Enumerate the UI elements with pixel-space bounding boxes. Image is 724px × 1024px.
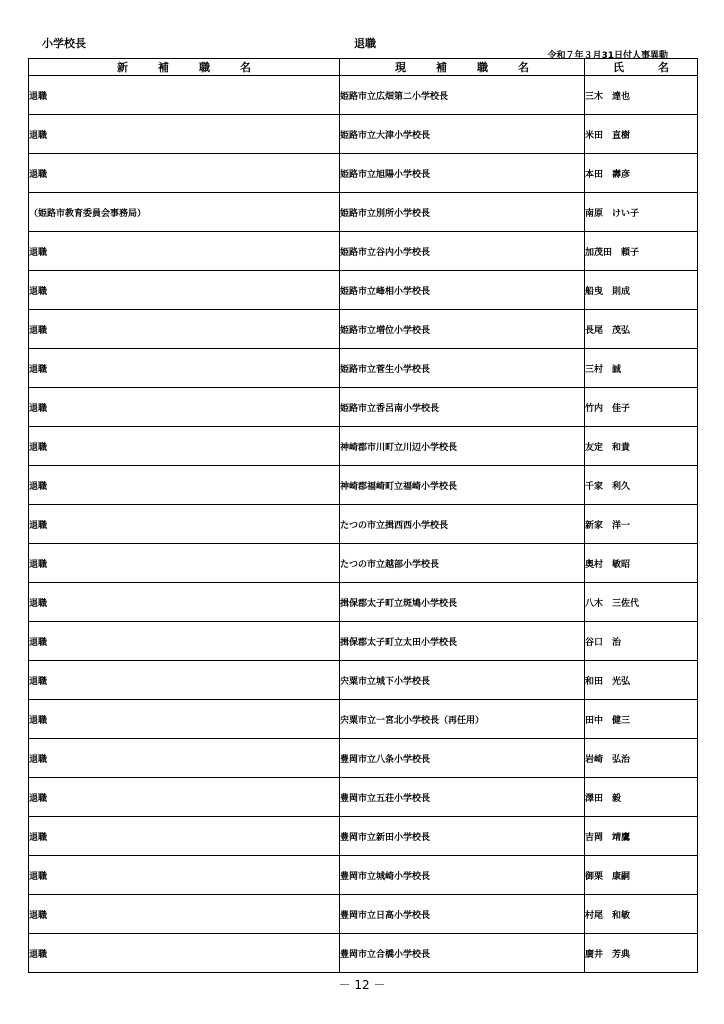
new-post-cell: 退職 (29, 466, 340, 505)
action-label: 退職 (354, 37, 376, 50)
new-post-cell: 退職 (29, 505, 340, 544)
person-name-cell: 谷口 治 (585, 622, 698, 661)
new-post-cell: 退職 (29, 700, 340, 739)
person-name-cell: 和田 光弘 (585, 661, 698, 700)
table-row (29, 271, 698, 310)
new-post-cell: 退職 (29, 427, 340, 466)
table-row (29, 700, 698, 739)
new-post-cell: 退職 (29, 778, 340, 817)
person-name-cell: 田中 健三 (585, 700, 698, 739)
new-post-cell: 退職 (29, 544, 340, 583)
new-post-cell: 退職 (29, 310, 340, 349)
column-header-new-post: 新補職名 (29, 59, 340, 76)
person-name-cell: 長尾 茂弘 (585, 310, 698, 349)
person-name-cell: 新家 洋一 (585, 505, 698, 544)
column-header-name: 氏名 (585, 59, 698, 76)
person-name-cell: 澤田 毅 (585, 778, 698, 817)
current-post-cell: 豊岡市立城崎小学校長 (340, 856, 585, 895)
current-post-cell: 姫路市立別所小学校長 (340, 193, 585, 232)
current-post-cell: 姫路市立広畑第二小学校長 (340, 76, 585, 115)
person-name-cell: 米田 直樹 (585, 115, 698, 154)
new-post-cell: 退職 (29, 856, 340, 895)
new-post-cell: 退職 (29, 232, 340, 271)
table-row (29, 739, 698, 778)
new-post-cell: 退職 (29, 661, 340, 700)
new-post-cell: 退職 (29, 76, 340, 115)
person-name-cell: 竹内 佳子 (585, 388, 698, 427)
table-row (29, 427, 698, 466)
current-post-cell: 豊岡市立八条小学校長 (340, 739, 585, 778)
new-post-cell: 退職 (29, 388, 340, 427)
table-row (29, 505, 698, 544)
table-row (29, 466, 698, 505)
new-post-cell: 退職 (29, 817, 340, 856)
person-name-cell: 村尾 和敏 (585, 895, 698, 934)
person-name-cell: 御栗 康嗣 (585, 856, 698, 895)
person-name-cell: 吉岡 靖鷹 (585, 817, 698, 856)
current-post-cell: 宍粟市立城下小学校長 (340, 661, 585, 700)
table-row (29, 232, 698, 271)
table-row (29, 622, 698, 661)
table-row (29, 778, 698, 817)
current-post-cell: 揖保郡太子町立太田小学校長 (340, 622, 585, 661)
new-post-cell: 退職 (29, 583, 340, 622)
new-post-cell: 退職 (29, 895, 340, 934)
column-header-current-post: 現補職名 (340, 59, 585, 76)
table-row (29, 817, 698, 856)
table-row (29, 115, 698, 154)
current-post-cell: 姫路市立峰相小学校長 (340, 271, 585, 310)
table-row (29, 388, 698, 427)
current-post-cell: 揖保郡太子町立斑鳩小学校長 (340, 583, 585, 622)
current-post-cell: 姫路市立香呂南小学校長 (340, 388, 585, 427)
table-row (29, 583, 698, 622)
person-name-cell: 船曳 則成 (585, 271, 698, 310)
table-row (29, 193, 698, 232)
current-post-cell: 神崎郡福崎町立福崎小学校長 (340, 466, 585, 505)
current-post-cell: 姫路市立谷内小学校長 (340, 232, 585, 271)
person-name-cell: 友定 和貴 (585, 427, 698, 466)
current-post-cell: 姫路市立大津小学校長 (340, 115, 585, 154)
current-post-cell: 姫路市立旭陽小学校長 (340, 154, 585, 193)
category-label: 小学校長 (42, 37, 86, 50)
current-post-cell: 豊岡市立日高小学校長 (340, 895, 585, 934)
person-name-cell: 千家 利久 (585, 466, 698, 505)
person-name-cell: 岩崎 弘治 (585, 739, 698, 778)
person-name-cell: 南原 けい子 (585, 193, 698, 232)
personnel-table (28, 58, 703, 973)
new-post-cell: 退職 (29, 349, 340, 388)
person-name-cell: 本田 壽彦 (585, 154, 698, 193)
person-name-cell: 八木 三佐代 (585, 583, 698, 622)
current-post-cell: 神崎郡市川町立川辺小学校長 (340, 427, 585, 466)
table-row (29, 661, 698, 700)
table-row (29, 154, 698, 193)
table-row (29, 856, 698, 895)
current-post-cell: 豊岡市立五荘小学校長 (340, 778, 585, 817)
new-post-cell: 退職 (29, 622, 340, 661)
table-header-row (29, 59, 698, 76)
table-row (29, 76, 698, 115)
current-post-cell: たつの市立揖西西小学校長 (340, 505, 585, 544)
current-post-cell: 豊岡市立合橋小学校長 (340, 934, 585, 973)
current-post-cell: 豊岡市立新田小学校長 (340, 817, 585, 856)
table-row (29, 895, 698, 934)
person-name-cell: 加茂田 頼子 (585, 232, 698, 271)
new-post-cell: 退職 (29, 115, 340, 154)
new-post-cell: 退職 (29, 934, 340, 973)
document-date: 令和７年３月31日付人事異動 (547, 51, 668, 61)
current-post-cell: 宍粟市立一宮北小学校長（再任用） (340, 700, 585, 739)
new-post-cell: 退職 (29, 739, 340, 778)
table-row (29, 349, 698, 388)
new-post-cell: 退職 (29, 154, 340, 193)
table-row (29, 934, 698, 973)
current-post-cell: 姫路市立菅生小学校長 (340, 349, 585, 388)
new-post-cell: （姫路市教育委員会事務局） (29, 193, 340, 232)
person-name-cell: 三村 誠 (585, 349, 698, 388)
current-post-cell: たつの市立越部小学校長 (340, 544, 585, 583)
table-row (29, 310, 698, 349)
person-name-cell: 三木 達也 (585, 76, 698, 115)
person-name-cell: 廣井 芳典 (585, 934, 698, 973)
current-post-cell: 姫路市立増位小学校長 (340, 310, 585, 349)
person-name-cell: 奥村 敏昭 (585, 544, 698, 583)
page-number: － 12 － (338, 978, 386, 992)
new-post-cell: 退職 (29, 271, 340, 310)
table-row (29, 544, 698, 583)
